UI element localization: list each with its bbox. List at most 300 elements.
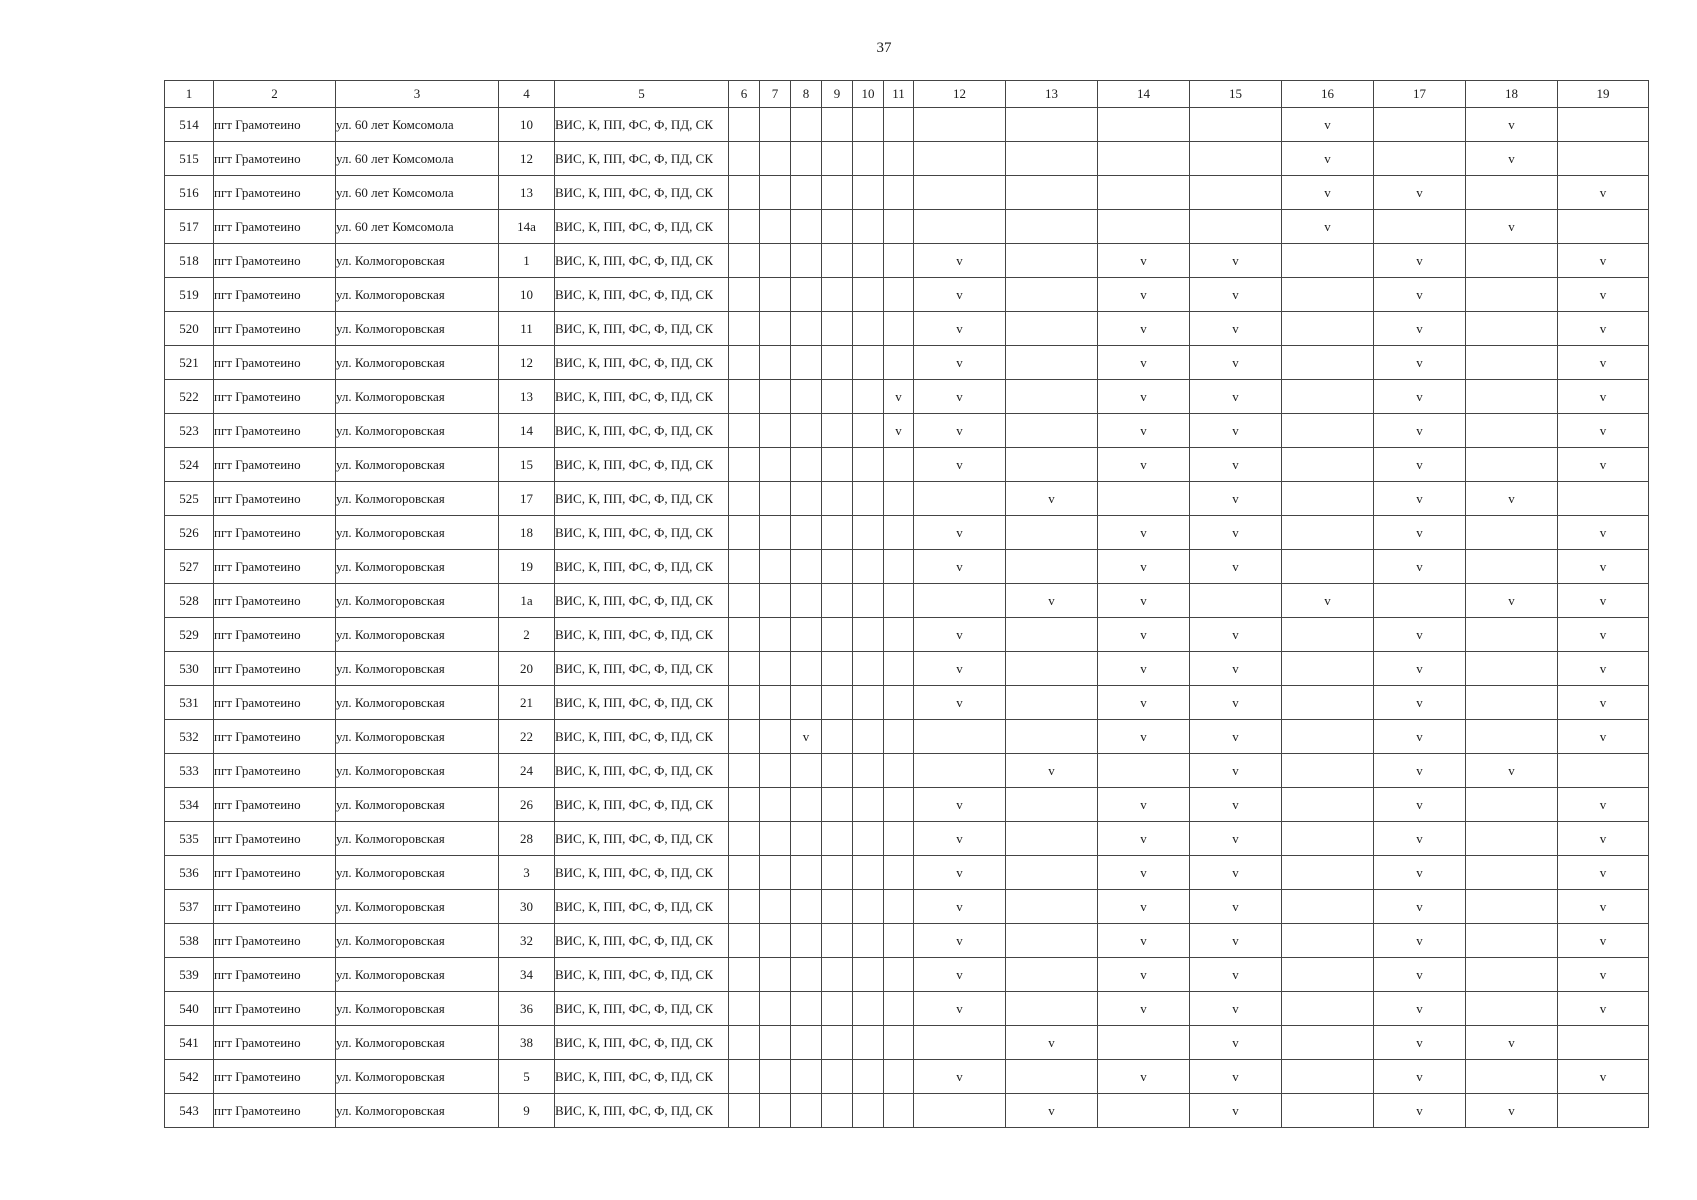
check-mark: v xyxy=(1140,252,1147,268)
mark-cell-col-10 xyxy=(853,1060,884,1094)
mark-cell-col-6 xyxy=(729,788,760,822)
mark-cell-col-9 xyxy=(822,482,853,516)
mark-cell-col-16 xyxy=(1282,686,1374,720)
column-header-19: 19 xyxy=(1558,81,1649,108)
column-header-6: 6 xyxy=(729,81,760,108)
check-mark: v xyxy=(1048,1102,1055,1118)
codes-cell: ВИС, К, ПП, ФС, Ф, ПД, СК xyxy=(555,992,729,1026)
mark-cell-col-16 xyxy=(1282,176,1374,210)
column-header-16: 16 xyxy=(1282,81,1374,108)
column-header-13: 13 xyxy=(1006,81,1098,108)
table-row xyxy=(165,380,1649,414)
mark-cell-col-10 xyxy=(853,1026,884,1060)
mark-cell-col-6 xyxy=(729,482,760,516)
house-number-cell: 1 xyxy=(499,244,555,278)
check-mark: v xyxy=(1140,830,1147,846)
mark-cell-col-6 xyxy=(729,278,760,312)
mark-cell-col-17 xyxy=(1374,516,1466,550)
mark-cell-col-10 xyxy=(853,278,884,312)
mark-cell-col-13 xyxy=(1006,142,1098,176)
mark-cell-col-15 xyxy=(1190,108,1282,142)
mark-cell-col-16 xyxy=(1282,618,1374,652)
row-number: 515 xyxy=(165,142,214,176)
mark-cell-col-12 xyxy=(914,1060,1006,1094)
table-row xyxy=(165,482,1649,516)
check-mark: v xyxy=(1232,932,1239,948)
mark-cell-col-17 xyxy=(1374,550,1466,584)
house-number-cell: 19 xyxy=(499,550,555,584)
mark-cell-col-13 xyxy=(1006,380,1098,414)
mark-cell-col-11 xyxy=(884,924,914,958)
mark-cell-col-17 xyxy=(1374,108,1466,142)
mark-cell-col-11 xyxy=(884,108,914,142)
mark-cell-col-19 xyxy=(1558,550,1649,584)
street-cell: ул. Колмогоровская xyxy=(336,482,499,516)
check-mark: v xyxy=(1508,150,1515,166)
mark-cell-col-12 xyxy=(914,686,1006,720)
mark-cell-col-19 xyxy=(1558,108,1649,142)
mark-cell-col-12 xyxy=(914,278,1006,312)
mark-cell-col-18 xyxy=(1466,278,1558,312)
column-header-14: 14 xyxy=(1098,81,1190,108)
mark-cell-col-13 xyxy=(1006,720,1098,754)
codes-cell: ВИС, К, ПП, ФС, Ф, ПД, СК xyxy=(555,346,729,380)
check-mark: v xyxy=(1599,558,1607,574)
mark-cell-col-18 xyxy=(1466,890,1558,924)
mark-cell-col-6 xyxy=(729,924,760,958)
mark-cell-col-11 xyxy=(884,244,914,278)
check-mark: v xyxy=(1324,116,1331,132)
mark-cell-col-19 xyxy=(1558,618,1649,652)
mark-cell-col-9 xyxy=(822,414,853,448)
mark-cell-col-8 xyxy=(791,958,822,992)
mark-cell-col-11 xyxy=(884,686,914,720)
mark-cell-col-17 xyxy=(1374,924,1466,958)
mark-cell-col-17 xyxy=(1374,992,1466,1026)
check-mark: v xyxy=(1416,898,1423,914)
mark-cell-col-14 xyxy=(1098,992,1190,1026)
codes-cell: ВИС, К, ПП, ФС, Ф, ПД, СК xyxy=(555,1060,729,1094)
check-mark: v xyxy=(1232,320,1239,336)
mark-cell-col-9 xyxy=(822,584,853,618)
mark-cell-col-17 xyxy=(1374,618,1466,652)
mark-cell-col-19 xyxy=(1558,720,1649,754)
check-mark: v xyxy=(1140,320,1147,336)
table-row xyxy=(165,720,1649,754)
check-mark: v xyxy=(1140,354,1147,370)
mark-cell-col-6 xyxy=(729,720,760,754)
check-mark: v xyxy=(1416,1102,1423,1118)
mark-cell-col-11 xyxy=(884,958,914,992)
column-header-5: 5 xyxy=(555,81,729,108)
mark-cell-col-18 xyxy=(1466,176,1558,210)
mark-cell-col-11 xyxy=(884,1094,914,1128)
street-cell: ул. 60 лет Комсомола xyxy=(336,142,499,176)
mark-cell-col-13 xyxy=(1006,584,1098,618)
mark-cell-col-12 xyxy=(914,992,1006,1026)
check-mark: v xyxy=(1599,966,1607,982)
mark-cell-col-8 xyxy=(791,1060,822,1094)
mark-cell-col-16 xyxy=(1282,482,1374,516)
check-mark: v xyxy=(1416,1000,1423,1016)
house-number-cell: 10 xyxy=(499,278,555,312)
table-row xyxy=(165,992,1649,1026)
row-number: 520 xyxy=(165,312,214,346)
check-mark: v xyxy=(956,354,963,370)
check-mark: v xyxy=(1599,694,1607,710)
mark-cell-col-8 xyxy=(791,108,822,142)
check-mark: v xyxy=(1599,660,1607,676)
mark-cell-col-17 xyxy=(1374,1060,1466,1094)
check-mark: v xyxy=(1416,320,1423,336)
mark-cell-col-7 xyxy=(760,380,791,414)
mark-cell-col-7 xyxy=(760,1026,791,1060)
table-row xyxy=(165,584,1649,618)
house-number-cell: 2 xyxy=(499,618,555,652)
mark-cell-col-9 xyxy=(822,822,853,856)
check-mark: v xyxy=(1232,864,1239,880)
column-header-7: 7 xyxy=(760,81,791,108)
mark-cell-col-17 xyxy=(1374,312,1466,346)
mark-cell-col-18 xyxy=(1466,584,1558,618)
codes-cell: ВИС, К, ПП, ФС, Ф, ПД, СК xyxy=(555,380,729,414)
mark-cell-col-15 xyxy=(1190,142,1282,176)
settlement-cell: пгт Грамотеино xyxy=(214,312,336,346)
mark-cell-col-8 xyxy=(791,516,822,550)
table-row xyxy=(165,822,1649,856)
mark-cell-col-8 xyxy=(791,244,822,278)
house-number-cell: 32 xyxy=(499,924,555,958)
mark-cell-col-11 xyxy=(884,346,914,380)
mark-cell-col-14 xyxy=(1098,584,1190,618)
table-row xyxy=(165,856,1649,890)
check-mark: v xyxy=(1416,422,1423,438)
check-mark: v xyxy=(1599,320,1607,336)
house-number-cell: 9 xyxy=(499,1094,555,1128)
mark-cell-col-8 xyxy=(791,720,822,754)
row-number: 526 xyxy=(165,516,214,550)
mark-cell-col-8 xyxy=(791,788,822,822)
mark-cell-col-13 xyxy=(1006,244,1098,278)
mark-cell-col-12 xyxy=(914,176,1006,210)
mark-cell-col-6 xyxy=(729,958,760,992)
codes-cell: ВИС, К, ПП, ФС, Ф, ПД, СК xyxy=(555,618,729,652)
mark-cell-col-6 xyxy=(729,754,760,788)
mark-cell-col-8 xyxy=(791,346,822,380)
mark-cell-col-9 xyxy=(822,516,853,550)
codes-cell: ВИС, К, ПП, ФС, Ф, ПД, СК xyxy=(555,754,729,788)
check-mark: v xyxy=(1232,660,1239,676)
mark-cell-col-15 xyxy=(1190,516,1282,550)
mark-cell-col-12 xyxy=(914,210,1006,244)
mark-cell-col-17 xyxy=(1374,448,1466,482)
street-cell: ул. Колмогоровская xyxy=(336,686,499,720)
mark-cell-col-7 xyxy=(760,890,791,924)
mark-cell-col-8 xyxy=(791,380,822,414)
mark-cell-col-14 xyxy=(1098,720,1190,754)
mark-cell-col-11 xyxy=(884,754,914,788)
check-mark: v xyxy=(1416,626,1423,642)
mark-cell-col-14 xyxy=(1098,958,1190,992)
mark-cell-col-9 xyxy=(822,278,853,312)
mark-cell-col-12 xyxy=(914,584,1006,618)
mark-cell-col-17 xyxy=(1374,958,1466,992)
mark-cell-col-19 xyxy=(1558,652,1649,686)
mark-cell-col-14 xyxy=(1098,1094,1190,1128)
mark-cell-col-6 xyxy=(729,992,760,1026)
mark-cell-col-12 xyxy=(914,754,1006,788)
check-mark: v xyxy=(1140,932,1147,948)
check-mark: v xyxy=(1599,932,1607,948)
row-number: 518 xyxy=(165,244,214,278)
check-mark: v xyxy=(1416,830,1423,846)
mark-cell-col-13 xyxy=(1006,856,1098,890)
mark-cell-col-7 xyxy=(760,822,791,856)
mark-cell-col-12 xyxy=(914,822,1006,856)
codes-cell: ВИС, К, ПП, ФС, Ф, ПД, СК xyxy=(555,414,729,448)
check-mark: v xyxy=(802,728,810,744)
mark-cell-col-9 xyxy=(822,380,853,414)
mark-cell-col-6 xyxy=(729,142,760,176)
row-number: 519 xyxy=(165,278,214,312)
mark-cell-col-14 xyxy=(1098,788,1190,822)
mark-cell-col-13 xyxy=(1006,482,1098,516)
mark-cell-col-6 xyxy=(729,176,760,210)
mark-cell-col-14 xyxy=(1098,210,1190,244)
mark-cell-col-15 xyxy=(1190,312,1282,346)
street-cell: ул. Колмогоровская xyxy=(336,720,499,754)
check-mark: v xyxy=(1599,184,1607,200)
mark-cell-col-10 xyxy=(853,1094,884,1128)
mark-cell-col-10 xyxy=(853,822,884,856)
mark-cell-col-6 xyxy=(729,1094,760,1128)
mark-cell-col-19 xyxy=(1558,1060,1649,1094)
column-header-3: 3 xyxy=(336,81,499,108)
check-mark: v xyxy=(1599,422,1607,438)
check-mark: v xyxy=(956,694,963,710)
check-mark: v xyxy=(1416,558,1423,574)
street-cell: ул. Колмогоровская xyxy=(336,448,499,482)
mark-cell-col-7 xyxy=(760,720,791,754)
mark-cell-col-11 xyxy=(884,584,914,618)
mark-cell-col-14 xyxy=(1098,244,1190,278)
mark-cell-col-19 xyxy=(1558,822,1649,856)
mark-cell-col-10 xyxy=(853,414,884,448)
data-table xyxy=(164,80,1649,1128)
table-row xyxy=(165,142,1649,176)
check-mark: v xyxy=(1140,694,1147,710)
mark-cell-col-10 xyxy=(853,584,884,618)
mark-cell-col-14 xyxy=(1098,686,1190,720)
mark-cell-col-10 xyxy=(853,312,884,346)
house-number-cell: 13 xyxy=(499,380,555,414)
mark-cell-col-12 xyxy=(914,788,1006,822)
mark-cell-col-10 xyxy=(853,482,884,516)
check-mark: v xyxy=(1140,1000,1147,1016)
mark-cell-col-7 xyxy=(760,516,791,550)
mark-cell-col-10 xyxy=(853,992,884,1026)
mark-cell-col-15 xyxy=(1190,482,1282,516)
check-mark: v xyxy=(895,422,902,438)
settlement-cell: пгт Грамотеино xyxy=(214,516,336,550)
house-number-cell: 24 xyxy=(499,754,555,788)
mark-cell-col-11 xyxy=(884,516,914,550)
mark-cell-col-11 xyxy=(884,278,914,312)
check-mark: v xyxy=(1140,422,1147,438)
mark-cell-col-19 xyxy=(1558,856,1649,890)
check-mark: v xyxy=(1140,592,1147,608)
row-number: 521 xyxy=(165,346,214,380)
check-mark: v xyxy=(1140,286,1147,302)
check-mark: v xyxy=(956,1068,963,1084)
mark-cell-col-8 xyxy=(791,176,822,210)
mark-cell-col-15 xyxy=(1190,1094,1282,1128)
mark-cell-col-10 xyxy=(853,924,884,958)
table-row xyxy=(165,550,1649,584)
mark-cell-col-15 xyxy=(1190,652,1282,686)
check-mark: v xyxy=(1324,218,1331,234)
mark-cell-col-12 xyxy=(914,516,1006,550)
mark-cell-col-7 xyxy=(760,244,791,278)
mark-cell-col-19 xyxy=(1558,448,1649,482)
mark-cell-col-12 xyxy=(914,618,1006,652)
check-mark: v xyxy=(1599,456,1607,472)
check-mark: v xyxy=(1416,796,1423,812)
mark-cell-col-10 xyxy=(853,958,884,992)
table-row xyxy=(165,1094,1649,1128)
mark-cell-col-10 xyxy=(853,108,884,142)
mark-cell-col-12 xyxy=(914,924,1006,958)
mark-cell-col-8 xyxy=(791,1094,822,1128)
mark-cell-col-16 xyxy=(1282,958,1374,992)
mark-cell-col-10 xyxy=(853,754,884,788)
mark-cell-col-17 xyxy=(1374,754,1466,788)
mark-cell-col-9 xyxy=(822,652,853,686)
house-number-cell: 22 xyxy=(499,720,555,754)
table-row xyxy=(165,890,1649,924)
check-mark: v xyxy=(1599,354,1607,370)
check-mark: v xyxy=(1416,184,1423,200)
mark-cell-col-7 xyxy=(760,1060,791,1094)
mark-cell-col-16 xyxy=(1282,890,1374,924)
row-number: 540 xyxy=(165,992,214,1026)
row-number: 531 xyxy=(165,686,214,720)
table-row xyxy=(165,210,1649,244)
house-number-cell: 18 xyxy=(499,516,555,550)
check-mark: v xyxy=(956,966,963,982)
mark-cell-col-18 xyxy=(1466,1026,1558,1060)
mark-cell-col-9 xyxy=(822,312,853,346)
codes-cell: ВИС, К, ПП, ФС, Ф, ПД, СК xyxy=(555,312,729,346)
mark-cell-col-13 xyxy=(1006,686,1098,720)
mark-cell-col-6 xyxy=(729,856,760,890)
settlement-cell: пгт Грамотеино xyxy=(214,1094,336,1128)
table-body xyxy=(165,108,1649,1128)
row-number: 523 xyxy=(165,414,214,448)
mark-cell-col-13 xyxy=(1006,754,1098,788)
mark-cell-col-8 xyxy=(791,210,822,244)
mark-cell-col-11 xyxy=(884,210,914,244)
check-mark: v xyxy=(1416,932,1423,948)
house-number-cell: 3 xyxy=(499,856,555,890)
check-mark: v xyxy=(1048,762,1055,778)
mark-cell-col-12 xyxy=(914,482,1006,516)
settlement-cell: пгт Грамотеино xyxy=(214,448,336,482)
check-mark: v xyxy=(1140,456,1147,472)
check-mark: v xyxy=(956,422,963,438)
mark-cell-col-11 xyxy=(884,822,914,856)
mark-cell-col-9 xyxy=(822,1094,853,1128)
street-cell: ул. Колмогоровская xyxy=(336,312,499,346)
mark-cell-col-18 xyxy=(1466,924,1558,958)
street-cell: ул. Колмогоровская xyxy=(336,1094,499,1128)
mark-cell-col-13 xyxy=(1006,618,1098,652)
mark-cell-col-10 xyxy=(853,720,884,754)
column-header-11: 11 xyxy=(884,81,914,108)
check-mark: v xyxy=(956,932,963,948)
mark-cell-col-7 xyxy=(760,108,791,142)
mark-cell-col-18 xyxy=(1466,482,1558,516)
mark-cell-col-15 xyxy=(1190,380,1282,414)
column-header-2: 2 xyxy=(214,81,336,108)
house-number-cell: 15 xyxy=(499,448,555,482)
mark-cell-col-18 xyxy=(1466,992,1558,1026)
check-mark: v xyxy=(956,558,963,574)
mark-cell-col-18 xyxy=(1466,1060,1558,1094)
codes-cell: ВИС, К, ПП, ФС, Ф, ПД, СК xyxy=(555,516,729,550)
mark-cell-col-14 xyxy=(1098,856,1190,890)
mark-cell-col-14 xyxy=(1098,754,1190,788)
street-cell: ул. Колмогоровская xyxy=(336,856,499,890)
column-header-8: 8 xyxy=(791,81,822,108)
mark-cell-col-16 xyxy=(1282,584,1374,618)
mark-cell-col-18 xyxy=(1466,788,1558,822)
mark-cell-col-19 xyxy=(1558,958,1649,992)
check-mark: v xyxy=(956,660,963,676)
check-mark: v xyxy=(956,796,963,812)
mark-cell-col-17 xyxy=(1374,278,1466,312)
street-cell: ул. Колмогоровская xyxy=(336,550,499,584)
settlement-cell: пгт Грамотеино xyxy=(214,652,336,686)
check-mark: v xyxy=(956,1000,963,1016)
codes-cell: ВИС, К, ПП, ФС, Ф, ПД, СК xyxy=(555,448,729,482)
mark-cell-col-16 xyxy=(1282,550,1374,584)
mark-cell-col-19 xyxy=(1558,686,1649,720)
mark-cell-col-16 xyxy=(1282,924,1374,958)
house-number-cell: 34 xyxy=(499,958,555,992)
check-mark: v xyxy=(1232,1034,1239,1050)
street-cell: ул. Колмогоровская xyxy=(336,346,499,380)
house-number-cell: 5 xyxy=(499,1060,555,1094)
mark-cell-col-8 xyxy=(791,924,822,958)
house-number-cell: 14а xyxy=(499,210,555,244)
row-number: 530 xyxy=(165,652,214,686)
mark-cell-col-12 xyxy=(914,856,1006,890)
check-mark: v xyxy=(1232,490,1239,506)
row-number: 527 xyxy=(165,550,214,584)
mark-cell-col-6 xyxy=(729,1060,760,1094)
mark-cell-col-18 xyxy=(1466,516,1558,550)
mark-cell-col-19 xyxy=(1558,346,1649,380)
codes-cell: ВИС, К, ПП, ФС, Ф, ПД, СК xyxy=(555,176,729,210)
mark-cell-col-14 xyxy=(1098,346,1190,380)
mark-cell-col-16 xyxy=(1282,448,1374,482)
house-number-cell: 1а xyxy=(499,584,555,618)
mark-cell-col-9 xyxy=(822,686,853,720)
settlement-cell: пгт Грамотеино xyxy=(214,244,336,278)
mark-cell-col-7 xyxy=(760,176,791,210)
check-mark: v xyxy=(1232,898,1239,914)
